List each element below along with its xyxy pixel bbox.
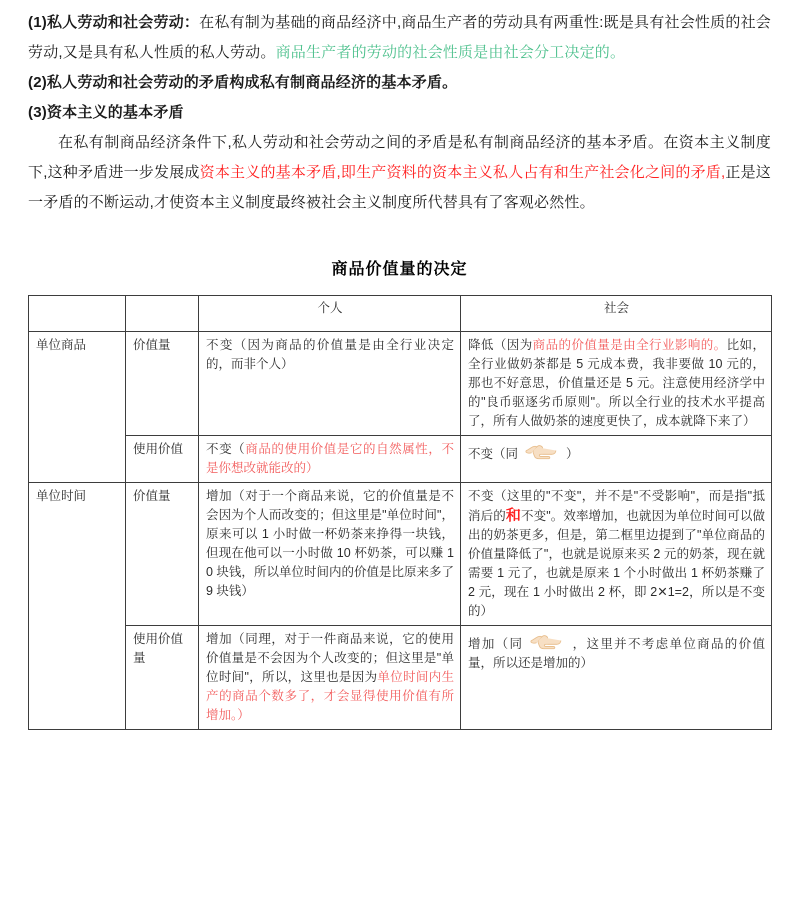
red-emphasis-char: 和 bbox=[505, 507, 521, 524]
cell-social-unit-time-value bbox=[461, 483, 772, 626]
part1-text: 不变（这里的"不变"，并不是"不受影响"，而是指"抵消后的 bbox=[468, 489, 765, 523]
value-determination-table bbox=[28, 295, 772, 730]
header-cell-individual: 个人 bbox=[199, 296, 461, 332]
cell-social-unit-commodity-usevalue bbox=[461, 436, 772, 483]
lead-text: 增加（同理，对于一件商品来说，它的使用价值量是不会因为个人改变的；但这里是"单位时间"，所以，这里也是因为 bbox=[206, 632, 454, 684]
paragraph-4-part2: 正是这一矛盾的不断运动,才使资本主义制度最终被社会主义制度所代替具有了客观必然性。 bbox=[28, 164, 771, 211]
cell-text: 不变（因为商品的价值量是由全行业决定的，而非个人） bbox=[206, 338, 454, 371]
part2-text: 不变"。效率增加，也就因为单位时间可以做出的奶茶更多，但是，第二框里边提到了"单位商品的价值量降低了"，也就是说原来买 2 元的奶茶，现在就需要 1 元了，也就是原来 1 个小时做出 1 杯奶茶赚了 2 元，现在 1 小时做出 2 杯，即 2✕1=2，所以是不变的） bbox=[468, 509, 765, 618]
after-icon-text: ） bbox=[566, 447, 579, 461]
red-highlight: 商品的使用价值是它的自然属性，不是你想改就能改的） bbox=[206, 442, 454, 475]
before-icon-text: 不变（同 bbox=[468, 447, 519, 461]
sub-label-value-amount-1: 价值量 bbox=[126, 332, 199, 436]
paragraph-4-red-highlight: 资本主义的基本矛盾,即生产资料的资本主义私人占有和生产社会化之间的矛盾, bbox=[199, 164, 726, 181]
paragraph-4-part1: 在私有制商品经济条件下,私人劳动和社会劳动之间的矛盾是私有制商品经济的基本矛盾。在资本主义制度下,这种矛盾进一步发展成 bbox=[28, 134, 771, 181]
before-icon-text: 增加（同 bbox=[468, 637, 524, 651]
red-highlight: 商品的价值量是由全行业影响的。 bbox=[532, 338, 727, 352]
cell-social-unit-commodity-value bbox=[461, 332, 772, 436]
row-label-unit-time: 单位时间 bbox=[29, 483, 126, 730]
paragraph-1-green-highlight: 商品生产者的劳动的社会性质是由社会分工决定的。 bbox=[275, 44, 626, 61]
paragraph-1-label: (1)私人劳动和社会劳动： bbox=[28, 14, 200, 31]
table-row bbox=[29, 436, 772, 483]
cell-individual-unit-commodity-usevalue bbox=[199, 436, 461, 483]
prose-section bbox=[0, 0, 799, 218]
paragraph-1-body: 在私有制为基础的商品经济中,商品生产者的劳动具有两重性:既是具有社会性质的社会劳动,又是具有私人性质的私人劳动。 bbox=[28, 14, 771, 61]
table-row bbox=[29, 626, 772, 730]
paragraph-4 bbox=[28, 128, 771, 218]
paragraph-3: (3)资本主义的基本矛盾 bbox=[28, 104, 184, 121]
header-cell-social: 社会 bbox=[461, 296, 772, 332]
header-cell-blank-1 bbox=[29, 296, 126, 332]
pointing-hand-left-icon bbox=[524, 440, 558, 462]
paragraph-1 bbox=[28, 8, 771, 68]
cell-individual-unit-commodity-value bbox=[199, 332, 461, 436]
table-wrapper bbox=[0, 295, 799, 730]
cell-text: 增加（对于一个商品来说，它的价值量是不会因为个人而改变的；但这里是"单位时间"，原来可以 1 小时做一杯奶茶来挣得一块钱，但现在他可以一小时做 10 杯奶茶，可以赚 10 块钱，所以单位时间内的价值是比原来多了 9 块钱） bbox=[206, 489, 454, 598]
cell-social-unit-time-usevalue bbox=[461, 626, 772, 730]
table-title: 商品价值量的决定 bbox=[331, 261, 468, 278]
cell-text-mixed bbox=[206, 440, 454, 478]
sub-label-use-value-1: 使用价值 bbox=[126, 436, 199, 483]
pointing-hand-left-icon bbox=[529, 630, 563, 652]
header-cell-blank-2 bbox=[126, 296, 199, 332]
cell-text-mixed bbox=[468, 336, 765, 431]
row-label-unit-commodity: 单位商品 bbox=[29, 332, 126, 483]
red-highlight: 单位时间内生产的商品个数多了，才会显得使用价值有所增加。） bbox=[206, 670, 454, 722]
table-row bbox=[29, 332, 772, 436]
cell-text-with-icon bbox=[468, 440, 765, 464]
after-icon-text: ，这里并不考虑单位商品的价值量，所以还是增加的） bbox=[468, 637, 765, 670]
cell-text-with-icon bbox=[468, 630, 765, 673]
rest-text: 比如，全行业做奶茶都是 5 元成本费，我非要做 10 元的，那也不好意思，价值量还是 5 元。注意使用经济学中的"良币驱逐劣币原则"。所以全行业的技术水平提高了，所有人做奶茶的速度更快了，成本就降下来了） bbox=[468, 338, 765, 428]
cell-individual-unit-time-usevalue bbox=[199, 626, 461, 730]
sub-label-use-value-2: 使用价值量 bbox=[126, 626, 199, 730]
sub-label-value-amount-2: 价值量 bbox=[126, 483, 199, 626]
paragraph-2: (2)私人劳动和社会劳动的矛盾构成私有制商品经济的基本矛盾。 bbox=[28, 74, 458, 91]
table-row bbox=[29, 483, 772, 626]
cell-text-mixed bbox=[468, 487, 765, 621]
lead-text: 不变（ bbox=[206, 442, 246, 456]
table-header-row bbox=[29, 296, 772, 332]
lead-text: 降低（因为 bbox=[468, 338, 533, 352]
cell-individual-unit-time-value bbox=[199, 483, 461, 626]
cell-text-mixed bbox=[206, 630, 454, 725]
